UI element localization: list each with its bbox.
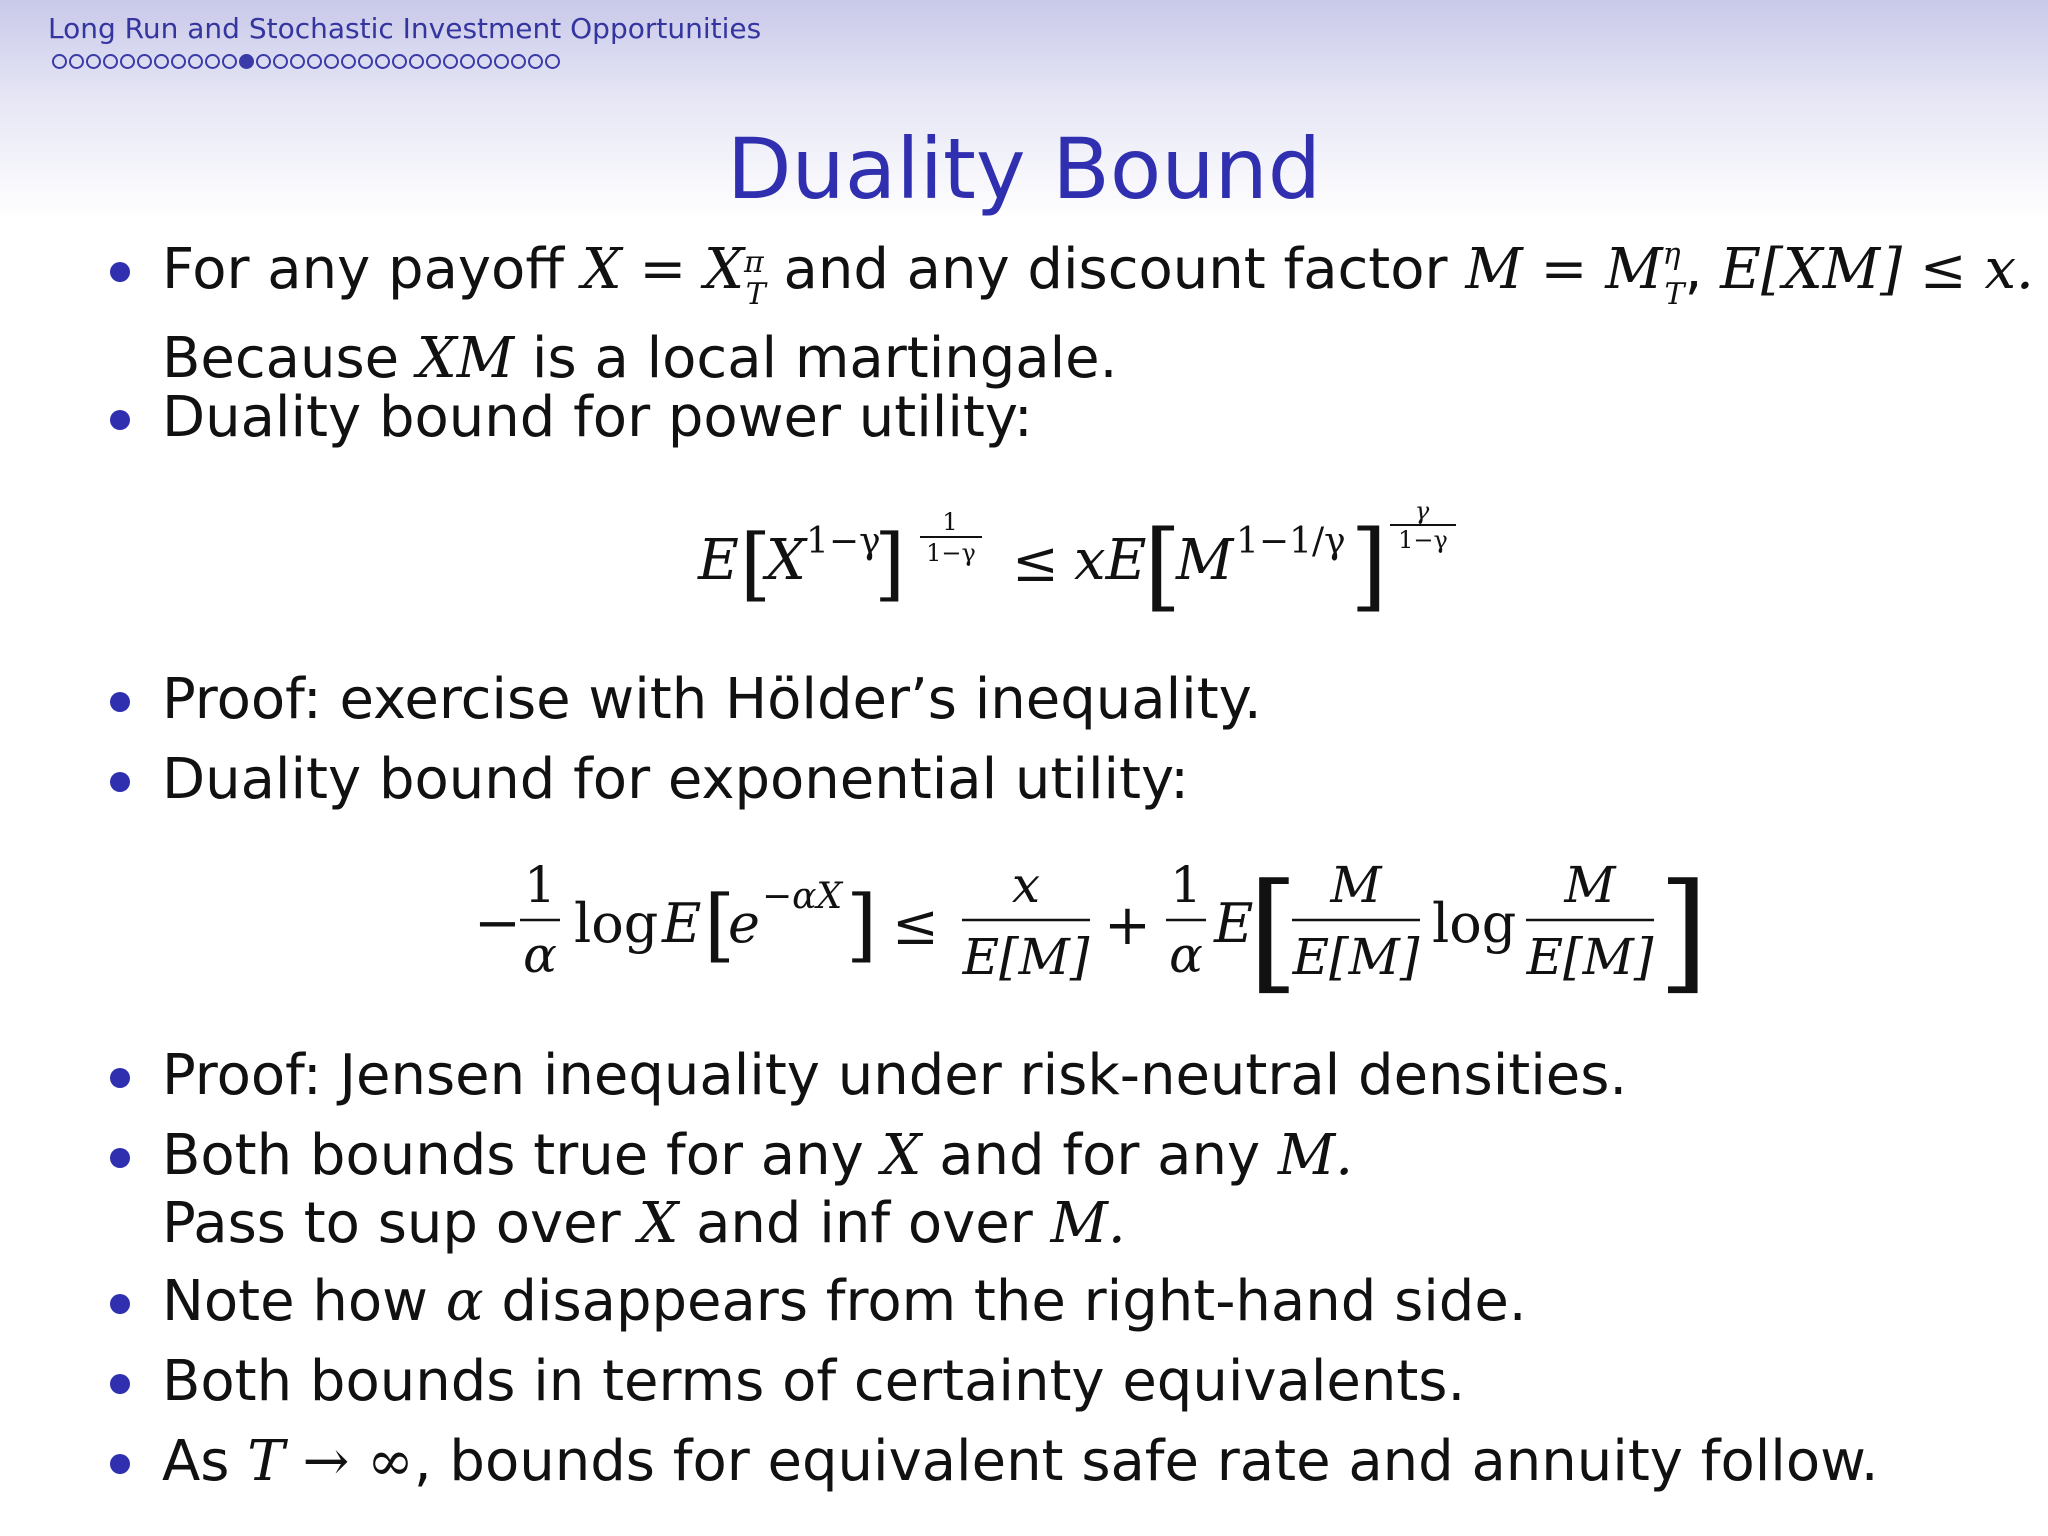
math-fraction-num: γ [1414,497,1430,525]
bullet-dot [110,692,130,712]
nav-frame-dot[interactable] [460,54,475,69]
math-t: T [745,277,766,312]
math-fraction-den: 1−γ [926,539,976,567]
nav-frame-dot[interactable] [188,54,203,69]
bullet-text: and for any [921,1123,1278,1188]
bullet-text: and inf over [678,1191,1051,1256]
math-t: T [1664,277,1685,312]
math-fraction-den: E[M] [962,928,1090,986]
nav-frame-dot[interactable] [171,54,186,69]
bullet-dot [110,1148,130,1168]
math-fraction-num: M [1564,856,1616,914]
math-e: E [698,528,739,593]
left-bracket: [ [1248,855,1299,1007]
nav-frame-dot[interactable] [477,54,492,69]
math-exponent: 1−γ [806,521,881,562]
nav-frame-dot[interactable] [528,54,543,69]
math-leq: ≤ [892,893,939,958]
bullet-text: Because [162,326,417,392]
math-fraction-den: 1−γ [1398,526,1448,554]
math-exponent: 1−1/γ [1236,521,1346,562]
bullet-text: Both bounds in terms of certainty equivalents. [162,1349,1466,1414]
math-fraction-den: α [523,926,557,984]
nav-frame-dot[interactable] [86,54,101,69]
math-exp-e: e [728,892,760,955]
bullet-dot [110,1454,130,1474]
nav-frame-dot[interactable] [69,54,84,69]
power-utility-equation [690,495,1470,635]
nav-frame-dot[interactable] [103,54,118,69]
slide-title: Duality Bound [726,120,1322,218]
bullet-text: disappears from the right-hand side. [483,1269,1527,1334]
math-log: log [574,892,659,955]
bullet-text: and any discount factor [765,237,1466,302]
nav-frame-dot[interactable] [256,54,271,69]
nav-frame-dot[interactable] [120,54,135,69]
math-x: X [638,1191,679,1256]
math-minus: − [474,891,521,956]
nav-frame-dot[interactable] [307,54,322,69]
nav-frame-dot[interactable] [358,54,373,69]
nav-frame-dot[interactable] [324,54,339,69]
math-m: M. [1050,1191,1126,1256]
math-x: X [881,1123,922,1188]
bullet-text: , [1684,237,1721,302]
right-bracket: ] [1658,855,1709,1007]
bullet-text: is a local martingale. [514,326,1118,392]
nav-frame-dot[interactable] [137,54,152,69]
math-fraction-num: M [1330,856,1382,914]
math-alpha: α [445,1269,484,1334]
math-xe: xE [1074,528,1147,593]
nav-frame-dot[interactable] [290,54,305,69]
running-title: Long Run and Stochastic Investment Opportunities [48,12,762,45]
right-bracket: ] [846,878,878,971]
bullet-text: Duality bound for power utility: [162,385,1033,450]
nav-frame-dot[interactable] [426,54,441,69]
left-bracket: [ [740,517,772,610]
nav-frame-dot[interactable] [154,54,169,69]
exponential-utility-equation [470,850,1709,1010]
math-leq: ≤ [1012,530,1059,595]
nav-frame-dot[interactable] [409,54,424,69]
math-x: X = X [581,237,744,302]
math-xm: XM [416,326,515,392]
math-expect-xm: E[XM] ≤ x. [1720,237,2034,302]
right-bracket: ] [874,517,906,610]
nav-frame-dot[interactable] [392,54,407,69]
math-fraction-num: x [1011,856,1041,914]
math-e: E [1214,892,1254,955]
bullet-text: Note how [162,1269,446,1334]
nav-frame-dot[interactable] [341,54,356,69]
bullet-text: Both bounds true for any [162,1123,882,1188]
nav-frame-dot[interactable] [205,54,220,69]
math-x: X [766,528,806,593]
nav-frame-dot[interactable] [273,54,288,69]
nav-frame-dot[interactable] [222,54,237,69]
math-m: M [1176,528,1234,593]
math-exponent: −αX [762,876,843,917]
nav-frame-dot[interactable] [239,54,254,69]
math-fraction-den: E[M] [1292,928,1420,986]
bullet-dot [110,1294,130,1314]
bullet-dot [110,410,130,430]
math-m: M. [1277,1123,1354,1188]
bullet-dot [110,262,130,282]
bullet-dot [110,772,130,792]
math-fraction-num: 1 [1170,856,1202,914]
bullet-text: For any payoff [162,237,582,302]
math-fraction-den: α [1169,926,1203,984]
math-plus: + [1104,893,1151,958]
nav-frame-dot[interactable] [545,54,560,69]
bullet-text: Proof: exercise with Hölder’s inequality. [162,667,1262,732]
math-pi: π [743,245,764,281]
bullet-dot [110,1374,130,1394]
nav-frame-dot[interactable] [375,54,390,69]
nav-frame-dot[interactable] [443,54,458,69]
nav-frame-dot[interactable] [494,54,509,69]
math-e: E [662,892,702,955]
bullet-text: Pass to sup over [162,1191,639,1256]
nav-frame-dot[interactable] [52,54,67,69]
math-fraction-den: E[M] [1526,928,1654,986]
math-fraction-num: 1 [942,508,958,536]
bullet-dot [110,1068,130,1088]
math-m: M = M [1465,237,1663,302]
left-bracket: [ [1144,510,1182,622]
math-t-to-infinity: T → ∞ [247,1429,414,1494]
math-log: log [1432,892,1517,955]
section-navigation [52,54,560,69]
nav-frame-dot[interactable] [511,54,526,69]
bullet-text: As [162,1429,248,1494]
math-eta: η [1662,237,1681,272]
left-bracket: [ [704,878,736,971]
bullet-text: Duality bound for exponential utility: [162,747,1189,812]
bullet-text: Proof: Jensen inequality under risk-neutral densities. [162,1043,1628,1108]
math-fraction-num: 1 [524,856,556,914]
right-bracket: ] [1350,510,1388,622]
bullet-text: , bounds for equivalent safe rate and annuity follow. [413,1429,1879,1494]
